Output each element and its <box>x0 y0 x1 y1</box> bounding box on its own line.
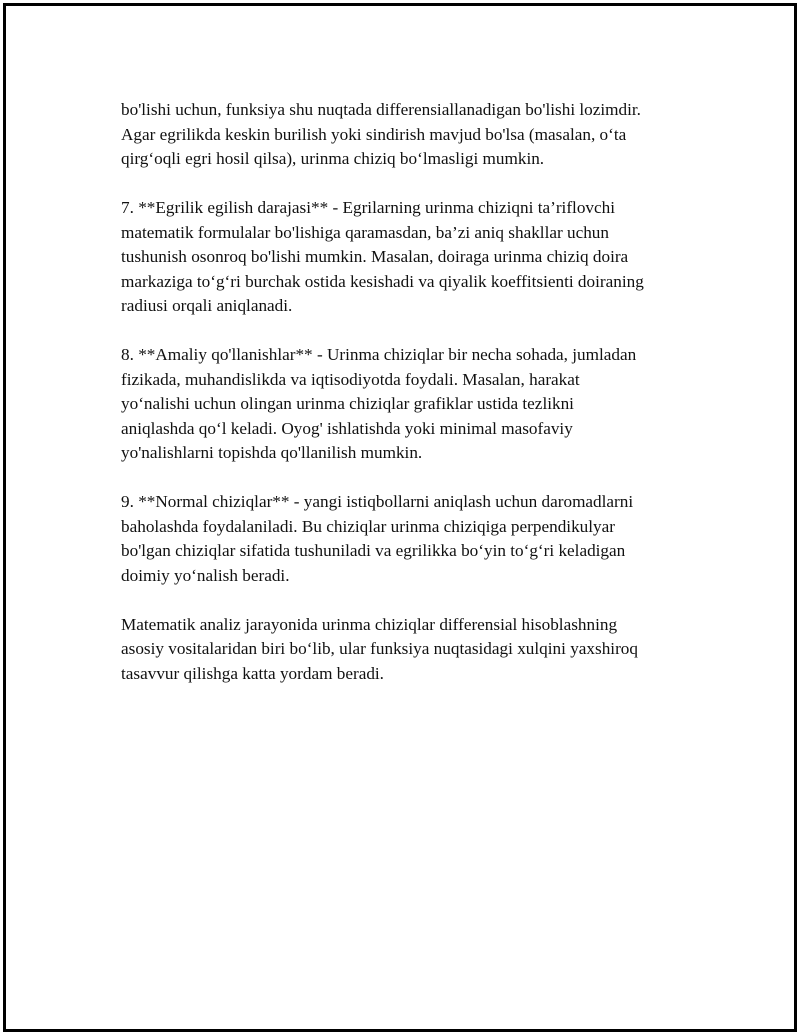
paragraph-item-9: 9. **Normal chiziqlar** - yangi istiqbollarni aniqlash uchun daromadlarni baholashda foydalaniladi. Bu chiziqlar urinma chiziqiga perpendikulyar bo'lgan chiziqlar sifatida tushuniladi va egrilikka bo‘yin to‘g‘ri keladigan doimiy yo‘nalish beradi. <box>121 492 634 585</box>
paragraph-item-7: 7. **Egrilik egilish darajasi** - Egrilarning urinma chiziqni ta’riflovchi matematik formulalar bo'lishiga qaramasdan, ba’zi aniq shakllar uchun tushunish osonroq bo'lishi mumkin. Masalan, doiraga urinma chiziq doira markaziga to‘g‘ri burchak ostida kesishadi va qiyalik koeffitsienti doiraning radiusi orqali aniqlanadi. <box>121 198 644 315</box>
document-body <box>121 98 701 711</box>
paragraph-intro-continuation: bo'lishi uchun, funksiya shu nuqtada differensiallanadigan bo'lishi lozimdir. Agar egrilikda keskin burilish yoki sindirish mavjud bo'lsa (masalan, o‘ta qirg‘oqli egri hosil qilsa), urinma chiziq bo‘lmasligi mumkin. <box>121 100 641 168</box>
page-frame <box>3 3 797 1032</box>
paragraph-item-8: 8. **Amaliy qo'llanishlar** - Urinma chiziqlar bir necha sohada, jumladan fizikada, muhandislikda va iqtisodiyotda foydali. Masalan, harakat yo‘nalishi uchun olingan urinma chiziqlar grafiklar ustida tezlikni aniqlashda qo‘l keladi. Oyog' ishlatishda yoki minimal masofaviy yo'nalishlarni topishda qo'llanilish mumkin. <box>121 345 637 462</box>
paragraph-conclusion: Matematik analiz jarayonida urinma chiziqlar differensial hisoblashning asosiy vositalaridan biri bo‘lib, ular funksiya nuqtasidagi xulqini yaxshiroq tasavvur qilishga katta yordam beradi. <box>121 614 638 683</box>
